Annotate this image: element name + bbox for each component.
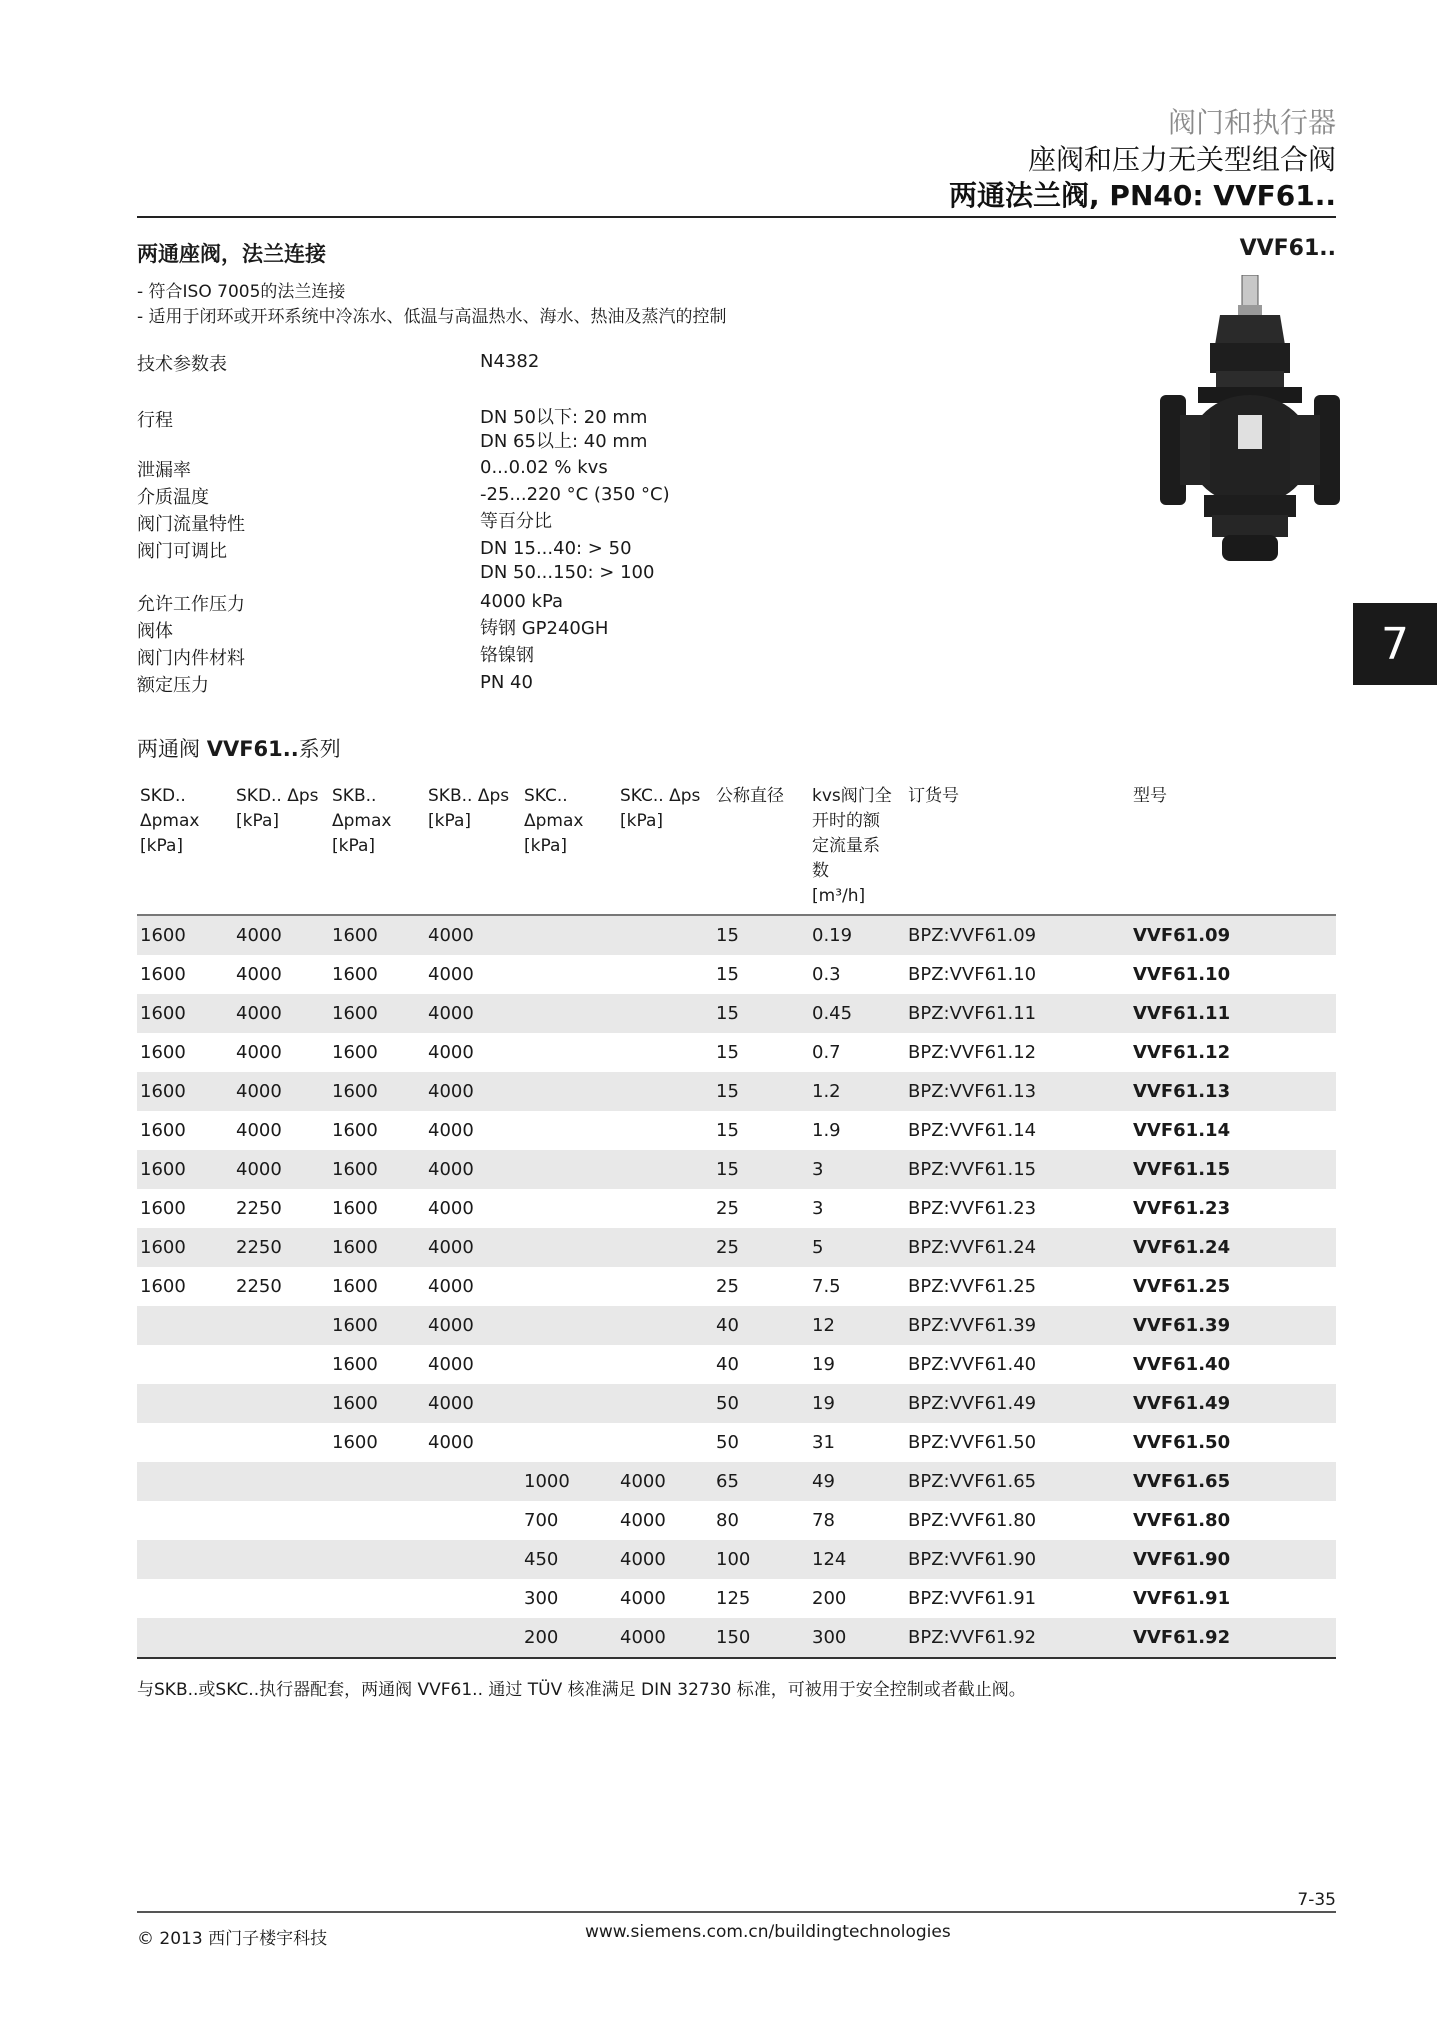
spec-value-line: DN 50...150: > 100 <box>480 562 655 583</box>
column-header: 公称直径 <box>716 786 784 806</box>
table-cell: 78 <box>812 1510 835 1531</box>
order-number-cell: BPZ:VVF61.65 <box>908 1471 1037 1492</box>
order-number-cell: BPZ:VVF61.12 <box>908 1042 1037 1063</box>
table-cell: 200 <box>524 1627 559 1648</box>
table-row <box>137 1072 1336 1111</box>
table-cell: 15 <box>716 1120 739 1141</box>
order-number-cell: BPZ:VVF61.25 <box>908 1276 1037 1297</box>
table-cell: 1600 <box>140 1237 186 1258</box>
table-row <box>137 1579 1336 1618</box>
feature-item: - 适用于闭环或开环系统中冷冻水、低温与高温热水、海水、热油及蒸汽的控制 <box>137 305 727 330</box>
table-cell: 4000 <box>428 1237 474 1258</box>
header-category: 阀门和执行器 <box>1167 106 1336 139</box>
spec-label: 介质温度 <box>137 487 209 508</box>
series-title <box>137 733 341 763</box>
order-number-cell: BPZ:VVF61.09 <box>908 925 1037 946</box>
spec-label: 泄漏率 <box>137 460 191 481</box>
table-cell: 4000 <box>236 1081 282 1102</box>
model-cell: VVF61.50 <box>1133 1432 1231 1453</box>
spec-value <box>480 590 880 614</box>
valve-product-image <box>1160 275 1340 575</box>
column-header: SKB.. Δpmax [kPa] <box>332 786 392 856</box>
section-title: 两通座阀，法兰连接 <box>137 242 326 266</box>
table-cell: 1000 <box>524 1471 570 1492</box>
series-prefix: 两通阀 <box>137 737 207 761</box>
column-header: SKD.. Δpmax [kPa] <box>140 786 200 856</box>
table-cell: 12 <box>812 1315 835 1336</box>
table-row <box>137 1228 1336 1267</box>
spec-value-line: PN 40 <box>480 672 533 693</box>
column-header: 型号 <box>1133 786 1167 806</box>
table-cell: 3 <box>812 1198 824 1219</box>
table-cell: 1.9 <box>812 1120 841 1141</box>
table-cell: 4000 <box>236 1159 282 1180</box>
table-cell: 1600 <box>140 1042 186 1063</box>
table-cell: 1600 <box>332 1276 378 1297</box>
valve-table <box>137 916 1336 1657</box>
table-cell: 4000 <box>428 1354 474 1375</box>
table-row <box>137 1033 1336 1072</box>
spec-label: 行程 <box>137 410 173 431</box>
table-cell: 4000 <box>620 1627 666 1648</box>
table-row <box>137 1306 1336 1345</box>
feature-list <box>137 280 727 330</box>
table-cell: 300 <box>524 1588 559 1609</box>
spec-label: 阀门内件材料 <box>137 648 245 669</box>
table-cell: 65 <box>716 1471 739 1492</box>
model-cell: VVF61.15 <box>1133 1159 1231 1180</box>
table-cell: 1600 <box>140 1159 186 1180</box>
spec-label: 阀门可调比 <box>137 541 227 562</box>
table-cell: 4000 <box>428 1276 474 1297</box>
column-header: kvs阀门全 开时的额 定流量系 数 [m³/h] <box>812 786 892 906</box>
spec-value-line: 4000 kPa <box>480 591 564 612</box>
table-cell: 4000 <box>620 1510 666 1531</box>
table-row <box>137 1345 1336 1384</box>
order-number-cell: BPZ:VVF61.23 <box>908 1198 1037 1219</box>
model-cell: VVF61.65 <box>1133 1471 1231 1492</box>
table-cell: 300 <box>812 1627 847 1648</box>
model-cell: VVF61.10 <box>1133 964 1231 985</box>
table-cell: 4000 <box>620 1471 666 1492</box>
model-cell: VVF61.80 <box>1133 1510 1231 1531</box>
model-cell: VVF61.49 <box>1133 1393 1231 1414</box>
model-cell: VVF61.91 <box>1133 1588 1231 1609</box>
model-cell: VVF61.13 <box>1133 1081 1231 1102</box>
table-cell: 15 <box>716 1003 739 1024</box>
column-header: SKB.. Δps [kPa] <box>428 786 510 831</box>
table-cell: 15 <box>716 1081 739 1102</box>
column-header: SKC.. Δpmax [kPa] <box>524 786 584 856</box>
table-cell: 15 <box>716 964 739 985</box>
spec-label: 阀门流量特性 <box>137 514 245 535</box>
table-cell: 1600 <box>332 1042 378 1063</box>
spec-value-line: DN 50以下: 20 mm <box>480 407 648 428</box>
spec-value-line: N4382 <box>480 351 540 372</box>
table-cell: 4000 <box>428 1120 474 1141</box>
table-cell: 4000 <box>428 1315 474 1336</box>
table-row <box>137 1540 1336 1579</box>
spec-value <box>480 456 880 480</box>
model-cell: VVF61.24 <box>1133 1237 1231 1258</box>
table-cell: 15 <box>716 1159 739 1180</box>
table-row <box>137 955 1336 994</box>
table-row <box>137 1384 1336 1423</box>
chapter-tab: 7 <box>1353 603 1437 685</box>
model-cell: VVF61.14 <box>1133 1120 1231 1141</box>
table-cell: 31 <box>812 1432 835 1453</box>
order-number-cell: BPZ:VVF61.10 <box>908 964 1037 985</box>
table-header <box>137 784 1336 914</box>
table-cell: 1600 <box>140 1081 186 1102</box>
table-cell: 40 <box>716 1354 739 1375</box>
table-cell: 50 <box>716 1432 739 1453</box>
order-number-cell: BPZ:VVF61.92 <box>908 1627 1037 1648</box>
table-cell: 1600 <box>332 1003 378 1024</box>
spec-label: 阀体 <box>137 621 173 642</box>
table-cell: 1600 <box>140 1120 186 1141</box>
table-row <box>137 1462 1336 1501</box>
model-cell: VVF61.11 <box>1133 1003 1231 1024</box>
table-cell: 1600 <box>332 1159 378 1180</box>
model-cell: VVF61.23 <box>1133 1198 1231 1219</box>
table-cell: 100 <box>716 1549 751 1570</box>
table-cell: 4000 <box>236 1120 282 1141</box>
table-cell: 1600 <box>332 1198 378 1219</box>
table-cell: 0.45 <box>812 1003 853 1024</box>
order-number-cell: BPZ:VVF61.24 <box>908 1237 1037 1258</box>
table-row <box>137 1618 1336 1657</box>
table-cell: 4000 <box>620 1549 666 1570</box>
spec-label: 额定压力 <box>137 675 209 696</box>
order-number-cell: BPZ:VVF61.49 <box>908 1393 1037 1414</box>
table-cell: 2250 <box>236 1237 282 1258</box>
table-cell: 0.3 <box>812 964 841 985</box>
model-cell: VVF61.90 <box>1133 1549 1231 1570</box>
table-cell: 1600 <box>332 1237 378 1258</box>
spec-value <box>480 671 880 695</box>
feature-item: - 符合ISO 7005的法兰连接 <box>137 280 727 305</box>
spec-value <box>480 406 880 454</box>
table-cell: 1600 <box>332 1120 378 1141</box>
table-cell: 2250 <box>236 1276 282 1297</box>
table-cell: 4000 <box>428 1042 474 1063</box>
order-number-cell: BPZ:VVF61.90 <box>908 1549 1037 1570</box>
table-cell: 4000 <box>620 1588 666 1609</box>
table-cell: 1600 <box>332 1315 378 1336</box>
spec-value <box>480 617 880 641</box>
spec-value-line: 铬镍钢 <box>480 645 534 666</box>
table-cell: 1600 <box>332 1393 378 1414</box>
table-cell: 700 <box>524 1510 559 1531</box>
table-cell: 4000 <box>428 1003 474 1024</box>
footer-divider <box>137 1911 1336 1913</box>
spec-value <box>480 510 880 534</box>
table-cell: 4000 <box>428 1198 474 1219</box>
table-cell: 50 <box>716 1393 739 1414</box>
table-cell: 7.5 <box>812 1276 841 1297</box>
table-row <box>137 1189 1336 1228</box>
table-cell: 1600 <box>332 925 378 946</box>
order-number-cell: BPZ:VVF61.39 <box>908 1315 1037 1336</box>
table-cell: 4000 <box>236 925 282 946</box>
spec-value <box>480 644 880 668</box>
table-cell: 4000 <box>428 1432 474 1453</box>
table-cell: 200 <box>812 1588 847 1609</box>
table-row <box>137 994 1336 1033</box>
header-subtitle: 两通法兰阀, PN40: VVF61.. <box>949 179 1336 212</box>
table-cell: 1600 <box>140 1003 186 1024</box>
table-cell: 0.19 <box>812 925 853 946</box>
order-number-cell: BPZ:VVF61.13 <box>908 1081 1037 1102</box>
table-cell: 4000 <box>236 1003 282 1024</box>
model-cell: VVF61.40 <box>1133 1354 1231 1375</box>
footer-url[interactable]: www.siemens.com.cn/buildingtechnologies <box>585 1922 951 1942</box>
header-divider <box>137 216 1336 218</box>
spec-value-line: DN 15...40: > 50 <box>480 538 632 559</box>
table-row <box>137 1267 1336 1306</box>
table-cell: 3 <box>812 1159 824 1180</box>
spec-value-line: 0...0.02 % kvs <box>480 457 608 478</box>
table-cell: 124 <box>812 1549 847 1570</box>
spec-value-line: 铸钢 GP240GH <box>480 618 609 639</box>
spec-value <box>480 350 880 374</box>
table-cell: 1600 <box>332 1354 378 1375</box>
product-code: VVF61.. <box>1239 236 1336 261</box>
table-cell: 450 <box>524 1549 559 1570</box>
column-header: SKD.. Δps [kPa] <box>236 786 319 831</box>
model-cell: VVF61.09 <box>1133 925 1231 946</box>
table-row <box>137 1111 1336 1150</box>
model-cell: VVF61.12 <box>1133 1042 1231 1063</box>
table-cell: 19 <box>812 1393 835 1414</box>
table-cell: 1600 <box>140 964 186 985</box>
table-cell: 15 <box>716 1042 739 1063</box>
spec-value-line: DN 65以上: 40 mm <box>480 431 648 452</box>
order-number-cell: BPZ:VVF61.91 <box>908 1588 1037 1609</box>
series-suffix: 系列 <box>298 737 341 761</box>
spec-label: 允许工作压力 <box>137 594 245 615</box>
column-header: SKC.. Δps [kPa] <box>620 786 701 831</box>
table-cell: 1600 <box>332 1081 378 1102</box>
order-number-cell: BPZ:VVF61.14 <box>908 1120 1037 1141</box>
table-cell: 1600 <box>140 1276 186 1297</box>
spec-label: 技术参数表 <box>137 354 227 375</box>
table-cell: 4000 <box>428 1081 474 1102</box>
table-cell: 80 <box>716 1510 739 1531</box>
spec-value-line: 等百分比 <box>480 511 552 532</box>
footer-copyright: © 2013 西门子楼宇科技 <box>137 1929 328 1949</box>
table-cell: 4000 <box>428 1159 474 1180</box>
table-cell: 15 <box>716 925 739 946</box>
model-cell: VVF61.25 <box>1133 1276 1231 1297</box>
table-cell: 1600 <box>140 925 186 946</box>
order-number-cell: BPZ:VVF61.50 <box>908 1432 1037 1453</box>
table-cell: 4000 <box>236 964 282 985</box>
order-number-cell: BPZ:VVF61.40 <box>908 1354 1037 1375</box>
table-cell: 4000 <box>428 964 474 985</box>
header-title: 座阀和压力无关型组合阀 <box>1027 143 1336 176</box>
table-cell: 2250 <box>236 1198 282 1219</box>
table-cell: 19 <box>812 1354 835 1375</box>
order-number-cell: BPZ:VVF61.80 <box>908 1510 1037 1531</box>
table-row <box>137 1150 1336 1189</box>
column-header: 订货号 <box>908 786 959 806</box>
table-cell: 1600 <box>332 1432 378 1453</box>
spec-value <box>480 483 880 507</box>
table-row <box>137 1501 1336 1540</box>
table-cell: 25 <box>716 1198 739 1219</box>
table-cell: 0.7 <box>812 1042 841 1063</box>
table-cell: 49 <box>812 1471 835 1492</box>
order-number-cell: BPZ:VVF61.11 <box>908 1003 1037 1024</box>
table-cell: 40 <box>716 1315 739 1336</box>
page-number: 7-35 <box>1297 1890 1336 1910</box>
model-cell: VVF61.92 <box>1133 1627 1231 1648</box>
model-cell: VVF61.39 <box>1133 1315 1231 1336</box>
table-bottom-rule <box>137 1657 1336 1659</box>
table-cell: 125 <box>716 1588 751 1609</box>
spec-value <box>480 537 880 585</box>
table-cell: 25 <box>716 1237 739 1258</box>
certification-note: 与SKB..或SKC..执行器配套，两通阀 VVF61.. 通过 TÜV 核准满足 DIN 32730 标准，可被用于安全控制或者截止阀。 <box>137 1680 1026 1700</box>
table-cell: 5 <box>812 1237 824 1258</box>
table-row <box>137 916 1336 955</box>
spec-value-line: -25...220 °C (350 °C) <box>480 484 670 505</box>
table-cell: 1600 <box>140 1198 186 1219</box>
table-cell: 4000 <box>236 1042 282 1063</box>
table-cell: 25 <box>716 1276 739 1297</box>
table-cell: 1600 <box>332 964 378 985</box>
table-cell: 150 <box>716 1627 751 1648</box>
table-cell: 1.2 <box>812 1081 841 1102</box>
table-cell: 4000 <box>428 1393 474 1414</box>
order-number-cell: BPZ:VVF61.15 <box>908 1159 1037 1180</box>
series-code: VVF61.. <box>206 737 299 761</box>
table-row <box>137 1423 1336 1462</box>
table-cell: 4000 <box>428 925 474 946</box>
